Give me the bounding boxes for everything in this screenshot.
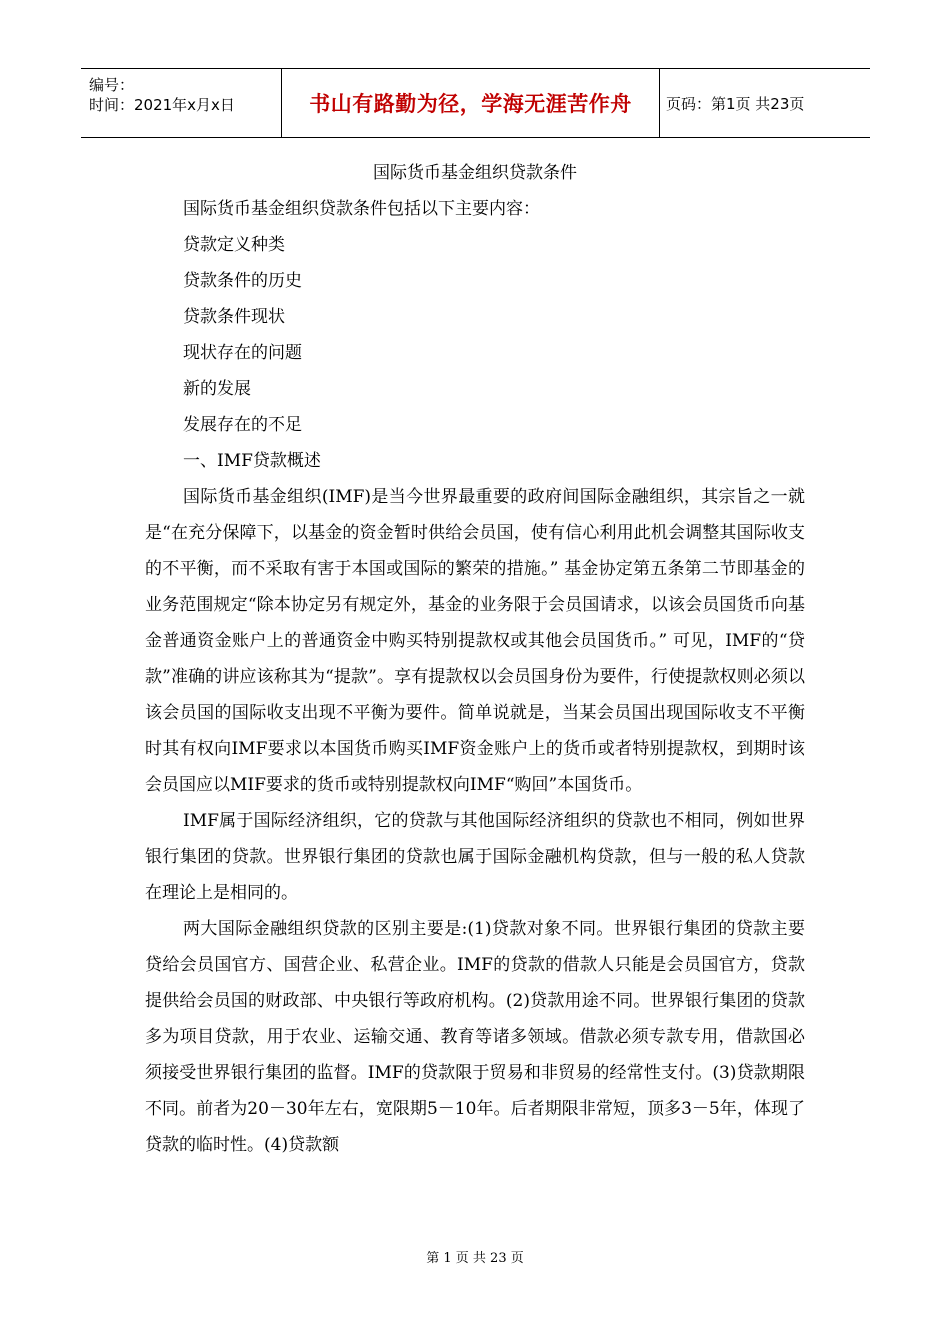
- paragraph: 现状存在的问题: [183, 343, 302, 363]
- document-title: 国际货币基金组织贷款条件: [373, 163, 577, 183]
- paragraph: 国际货币基金组织贷款条件包括以下主要内容：: [183, 199, 540, 219]
- section-heading: 一、IMF贷款概述: [183, 451, 321, 471]
- paragraph: 发展存在的不足: [183, 415, 302, 435]
- page-footer: [0, 1247, 950, 1266]
- header-motto-cell: [282, 69, 660, 137]
- paragraph: 贷款定义种类: [183, 235, 285, 255]
- paragraph: 贷款条件的历史: [183, 271, 302, 291]
- header-motto: 书山有路勤为径，学海无涯苦作舟: [309, 92, 632, 116]
- header-page-info: 页码：第1页 共23页: [666, 94, 805, 113]
- paragraph: 两大国际金融组织贷款的区别主要是:(1)贷款对象不同。世界银行集团的贷款主要贷给会员国官方、国营企业、私营企业。IMF的贷款的借款人只能是会员国官方，贷款提供给会员国的财政部、中央银行等政府机构。(2)贷款用途不同。世界银行集团的贷款多为项目贷款，用于农业、运输交通、教育等诸多领域。借款必须专款专用，借款国必须接受世界银行集团的监督。IMF的贷款限于贸易和非贸易的经常性支付。(3)贷款期限不同。前者为20－30年左右，宽限期5－10年。后者期限非常短，顶多3－5年，体现了贷款的临时性。(4)贷款额: [145, 919, 805, 1155]
- footer-page-number: 第 1 页 共 23 页: [426, 1251, 524, 1266]
- paragraph: IMF属于国际经济组织，它的贷款与其他国际经济组织的贷款也不相同，例如世界银行集团的贷款。世界银行集团的贷款也属于国际金融机构贷款，但与一般的私人贷款在理论上是相同的。: [145, 811, 805, 903]
- paragraph: 新的发展: [183, 379, 251, 399]
- header-page-info-cell: [660, 69, 870, 137]
- paragraph: 国际货币基金组织(IMF)是当今世界最重要的政府间国际金融组织，其宗旨之一就是“在充分保障下，以基金的资金暂时供给会员国，使有信心利用此机会调整其国际收支的不平衡，而不采取有害于本国或国际的繁荣的措施。” 基金协定第五条第二节即基金的业务范围规定“除本协定另有规定外，基金的业务限于会员国请求，以该会员国货币向基金普通资金账户上的普通资金中购买特别提款权或其他会员国货币。” 可见，IMF的“贷款”准确的讲应该称其为“提款”。享有提款权以会员国身份为要件，行使提款权则必须以该会员国的国际收支出现不平衡为要件。简单说就是，当某会员国出现国际收支不平衡时其有权向IMF要求以本国货币购买IMF资金账户上的货币或者特别提款权，到期时该会员国应以MIF要求的货币或特别提款权向IMF“购回”本国货币。: [145, 487, 805, 795]
- page-header: [81, 68, 870, 138]
- header-meta: [81, 69, 282, 137]
- document-body: [145, 155, 805, 1163]
- document-number-label: 编号：: [89, 76, 135, 94]
- document-time-label: 时间：2021年x月x日: [89, 96, 235, 114]
- paragraph: 贷款条件现状: [183, 307, 285, 327]
